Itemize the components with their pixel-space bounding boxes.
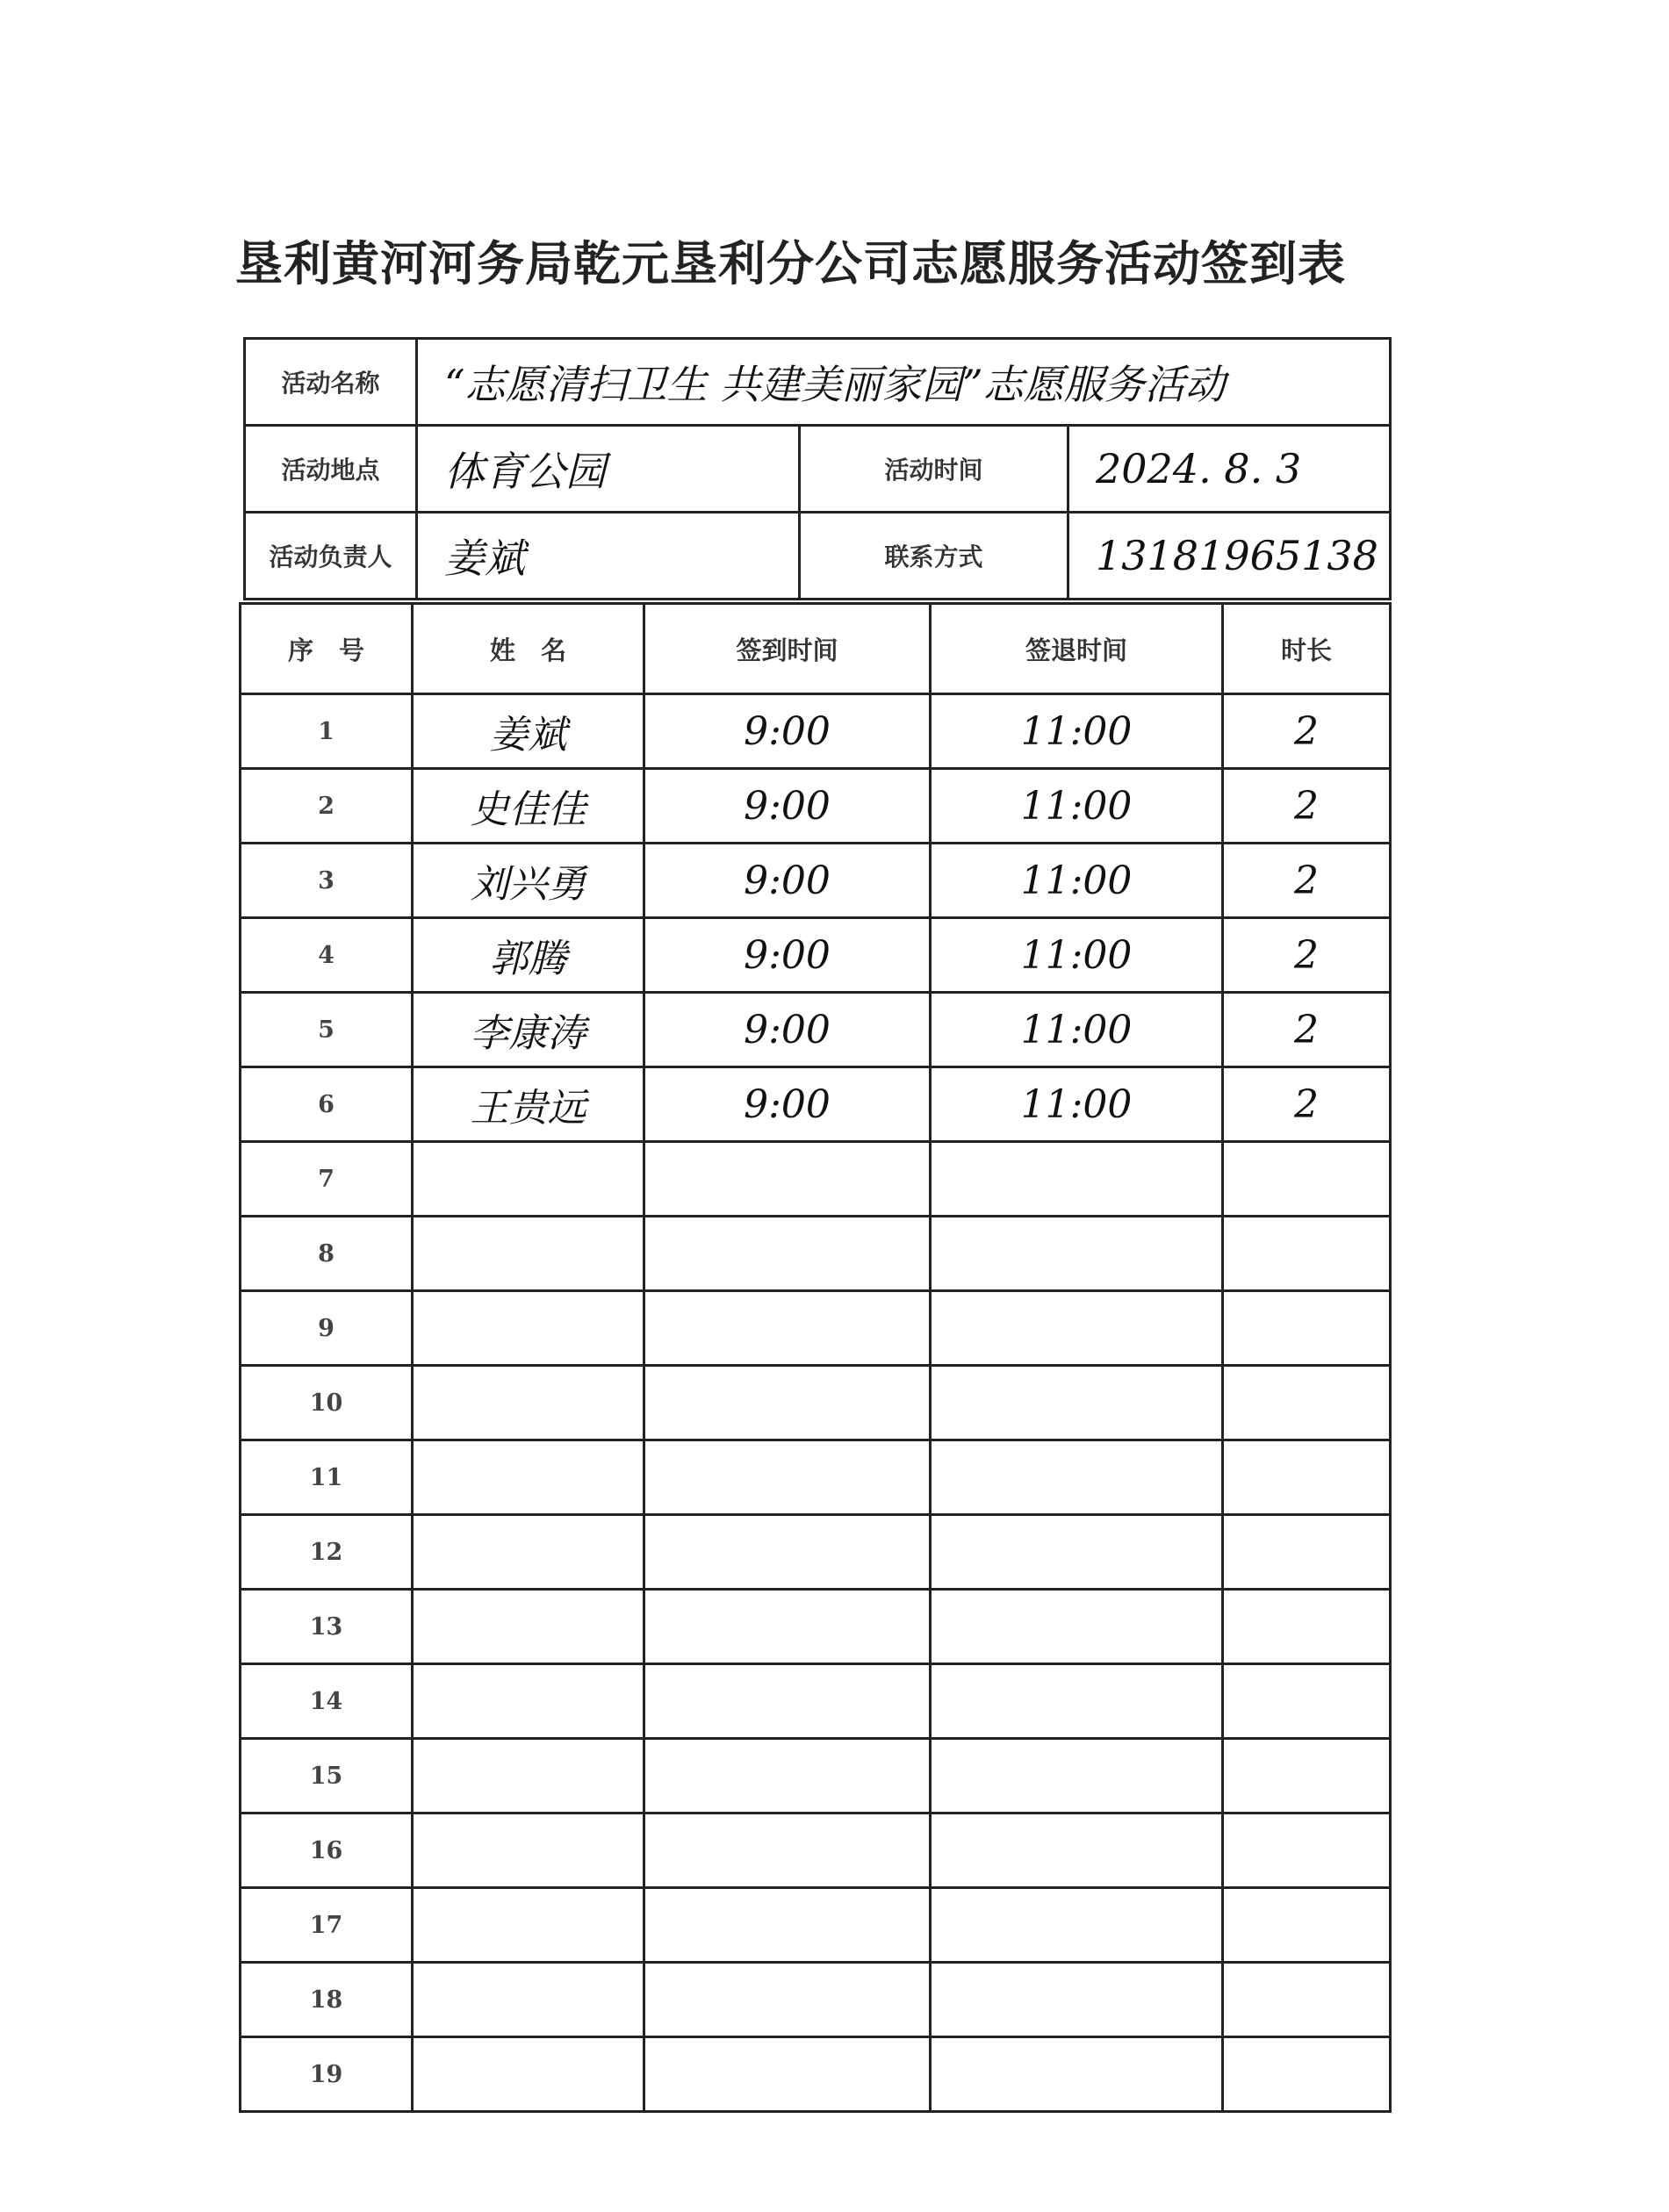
table-row — [241, 769, 1391, 844]
row-seq: 4 — [241, 918, 413, 993]
row-signout-time: 11:00 — [931, 1067, 1223, 1142]
row-seq: 16 — [241, 1813, 413, 1888]
row-signin-time: 9:00 — [644, 1067, 931, 1142]
row-signout-time: 11:00 — [931, 844, 1223, 918]
row-seq: 13 — [241, 1590, 413, 1664]
row-signin-time — [644, 1366, 931, 1440]
row-signout-time: 11:00 — [931, 918, 1223, 993]
row-name: 姜斌 — [413, 694, 644, 769]
sign-in-header-row — [241, 604, 1391, 694]
row-seq: 7 — [241, 1142, 413, 1217]
row-signin-time: 9:00 — [644, 993, 931, 1067]
row-name — [413, 1366, 644, 1440]
location-row — [245, 426, 1391, 513]
row-duration: 2 — [1223, 844, 1391, 918]
row-duration: 2 — [1223, 1067, 1391, 1142]
row-duration — [1223, 1217, 1391, 1291]
signout-header: 签退时间 — [931, 604, 1223, 694]
row-signout-time — [931, 1664, 1223, 1739]
row-signout-time — [931, 2037, 1223, 2112]
row-duration — [1223, 1963, 1391, 2037]
signin-header: 签到时间 — [644, 604, 931, 694]
row-duration — [1223, 1664, 1391, 1739]
row-signin-time — [644, 1739, 931, 1813]
row-name — [413, 1888, 644, 1963]
row-signout-time — [931, 1366, 1223, 1440]
row-signin-time — [644, 1217, 931, 1291]
row-seq: 5 — [241, 993, 413, 1067]
row-signout-time — [931, 1217, 1223, 1291]
row-signin-time — [644, 1590, 931, 1664]
table-row — [241, 1067, 1391, 1142]
time-value: 2024. 8. 3 — [1068, 426, 1391, 513]
row-signin-time: 9:00 — [644, 844, 931, 918]
location-label: 活动地点 — [245, 426, 417, 513]
row-duration: 2 — [1223, 918, 1391, 993]
row-duration — [1223, 1142, 1391, 1217]
row-signin-time: 9:00 — [644, 769, 931, 844]
table-row — [241, 2037, 1391, 2112]
row-duration — [1223, 1440, 1391, 1515]
row-signin-time: 9:00 — [644, 694, 931, 769]
row-signin-time: 9:00 — [644, 918, 931, 993]
row-name — [413, 2037, 644, 2112]
sign-in-table — [239, 602, 1392, 2113]
page-title: 垦利黄河河务局乾元垦利分公司志愿服务活动签到表 — [235, 236, 1346, 291]
row-seq: 14 — [241, 1664, 413, 1739]
table-row — [241, 1291, 1391, 1366]
table-row — [241, 993, 1391, 1067]
leader-value: 姜斌 — [417, 513, 800, 600]
row-signin-time — [644, 1963, 931, 2037]
row-seq: 6 — [241, 1067, 413, 1142]
row-signout-time — [931, 1813, 1223, 1888]
row-duration — [1223, 1366, 1391, 1440]
row-signout-time — [931, 1142, 1223, 1217]
row-duration — [1223, 1291, 1391, 1366]
row-name: 李康涛 — [413, 993, 644, 1067]
row-seq: 15 — [241, 1739, 413, 1813]
row-seq: 8 — [241, 1217, 413, 1291]
row-signin-time — [644, 1664, 931, 1739]
row-name — [413, 1963, 644, 2037]
table-row — [241, 1888, 1391, 1963]
row-name — [413, 1813, 644, 1888]
row-signout-time — [931, 1888, 1223, 1963]
table-row — [241, 1963, 1391, 2037]
row-duration: 2 — [1223, 694, 1391, 769]
row-signin-time — [644, 2037, 931, 2112]
row-signout-time — [931, 1440, 1223, 1515]
row-name — [413, 1515, 644, 1590]
row-name — [413, 1590, 644, 1664]
activity-name-label: 活动名称 — [245, 339, 417, 426]
table-row — [241, 844, 1391, 918]
leader-row — [245, 513, 1391, 600]
row-signin-time — [644, 1291, 931, 1366]
row-name — [413, 1291, 644, 1366]
row-signout-time: 11:00 — [931, 769, 1223, 844]
row-seq: 1 — [241, 694, 413, 769]
seq-header: 序 号 — [241, 604, 413, 694]
row-duration — [1223, 1515, 1391, 1590]
duration-header: 时长 — [1223, 604, 1391, 694]
table-row — [241, 1813, 1391, 1888]
row-name: 史佳佳 — [413, 769, 644, 844]
activity-name-value: “志愿清扫卫生 共建美丽家园”志愿服务活动 — [417, 339, 1391, 426]
location-value: 体育公园 — [417, 426, 800, 513]
row-signout-time — [931, 1963, 1223, 2037]
table-row — [241, 1590, 1391, 1664]
table-row — [241, 1440, 1391, 1515]
table-row — [241, 1366, 1391, 1440]
row-duration — [1223, 1813, 1391, 1888]
table-row — [241, 1664, 1391, 1739]
name-header: 姓 名 — [413, 604, 644, 694]
row-seq: 17 — [241, 1888, 413, 1963]
contact-label: 联系方式 — [800, 513, 1068, 600]
row-name — [413, 1664, 644, 1739]
row-duration: 2 — [1223, 993, 1391, 1067]
row-name: 刘兴勇 — [413, 844, 644, 918]
row-signin-time — [644, 1142, 931, 1217]
row-signout-time: 11:00 — [931, 993, 1223, 1067]
table-row — [241, 918, 1391, 993]
row-duration — [1223, 1739, 1391, 1813]
row-duration — [1223, 2037, 1391, 2112]
table-row — [241, 694, 1391, 769]
row-name — [413, 1739, 644, 1813]
activity-name-row — [245, 339, 1391, 426]
row-signin-time — [644, 1888, 931, 1963]
row-name — [413, 1217, 644, 1291]
row-name — [413, 1142, 644, 1217]
row-signout-time — [931, 1291, 1223, 1366]
row-seq: 10 — [241, 1366, 413, 1440]
row-seq: 2 — [241, 769, 413, 844]
table-row — [241, 1142, 1391, 1217]
row-duration — [1223, 1888, 1391, 1963]
time-label: 活动时间 — [800, 426, 1068, 513]
row-duration: 2 — [1223, 769, 1391, 844]
row-name — [413, 1440, 644, 1515]
row-seq: 3 — [241, 844, 413, 918]
row-seq: 11 — [241, 1440, 413, 1515]
contact-value: 13181965138 — [1068, 513, 1391, 600]
row-signout-time — [931, 1739, 1223, 1813]
row-signout-time — [931, 1590, 1223, 1664]
table-row — [241, 1739, 1391, 1813]
row-signout-time — [931, 1515, 1223, 1590]
sign-in-rows — [241, 694, 1391, 2112]
row-signin-time — [644, 1813, 931, 1888]
row-duration — [1223, 1590, 1391, 1664]
table-row — [241, 1217, 1391, 1291]
row-signin-time — [644, 1440, 931, 1515]
row-seq: 18 — [241, 1963, 413, 2037]
row-seq: 19 — [241, 2037, 413, 2112]
activity-info-table — [243, 337, 1392, 600]
row-signout-time: 11:00 — [931, 694, 1223, 769]
table-row — [241, 1515, 1391, 1590]
row-seq: 12 — [241, 1515, 413, 1590]
row-name: 郭腾 — [413, 918, 644, 993]
leader-label: 活动负责人 — [245, 513, 417, 600]
row-seq: 9 — [241, 1291, 413, 1366]
row-name: 王贵远 — [413, 1067, 644, 1142]
row-signin-time — [644, 1515, 931, 1590]
